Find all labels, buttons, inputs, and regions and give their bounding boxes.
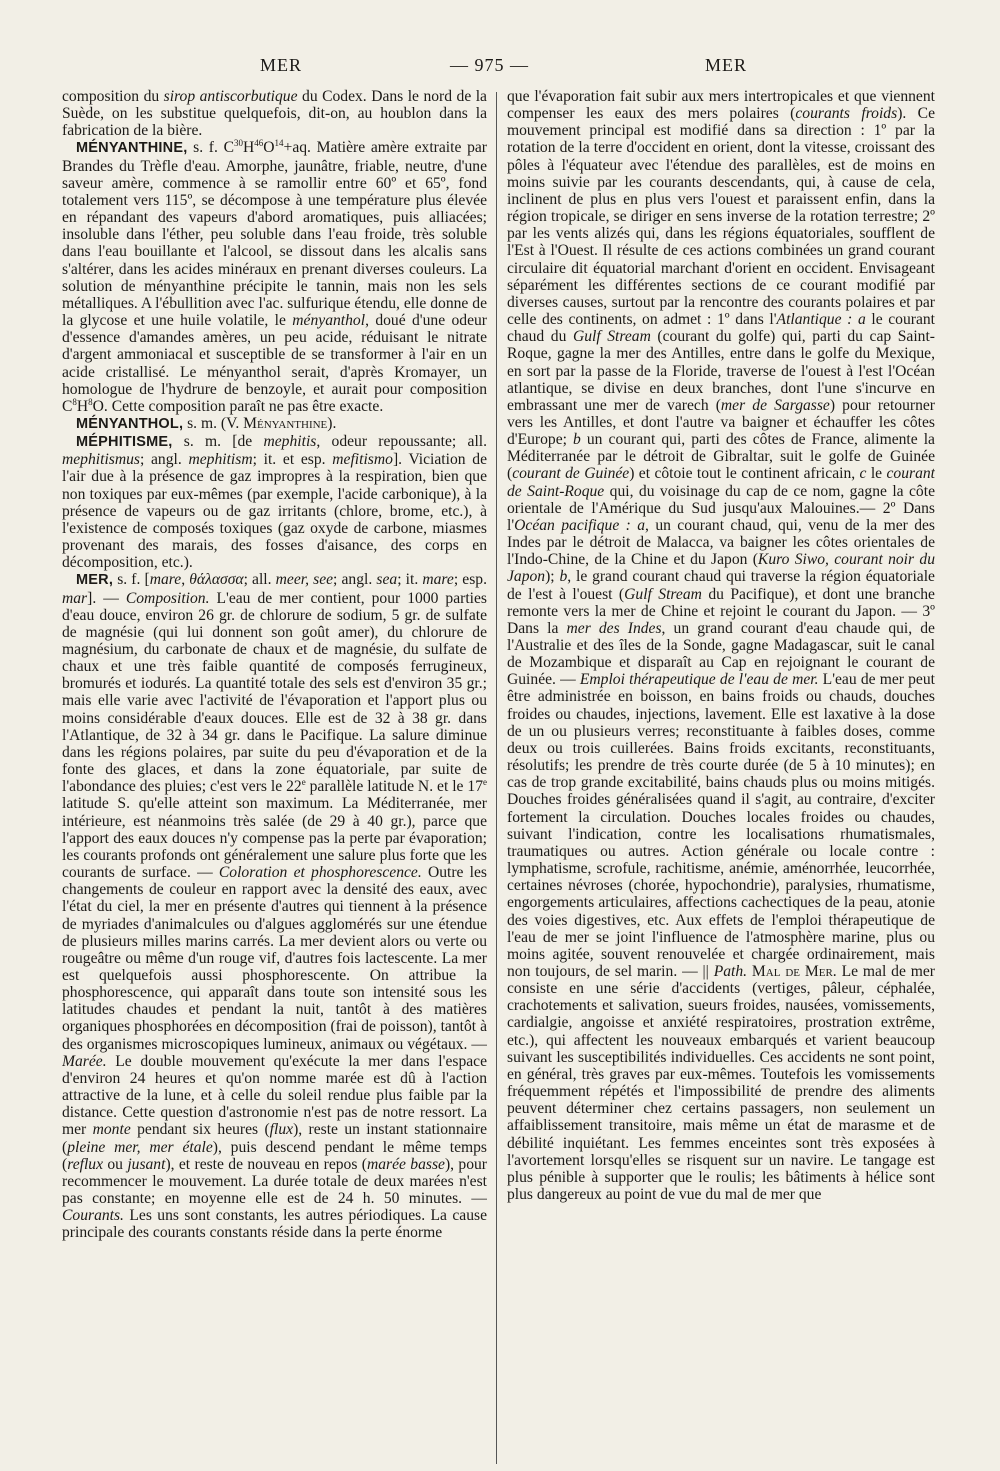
superscript: 30 (234, 138, 244, 149)
paragraph-continuation (507, 88, 935, 1203)
entry-headword: MER, (76, 572, 114, 589)
italic-text: Courants. (62, 1207, 124, 1225)
body-text: ; esp. (453, 571, 487, 589)
italic-text: mar (62, 589, 88, 607)
italic-text: reflux (67, 1155, 103, 1173)
paragraph-continuation (62, 88, 487, 139)
body-text: du Pacifique), et dont une branche remonte vers la mer de Chine et rejoint le courant du Japon. — 3º Dans la (507, 585, 935, 637)
italic-text: Composition. (125, 589, 210, 607)
body-text: . Le mal de mer consiste en une série d'accidents (vertiges, pâleur, céphalée, crachotements et salivation, sueurs froides, nausées, vomissements, cardialgie, angoisse et anxiété respiratoires, prostration extrême, etc.), qui affectent les nouveaux embarqués et varient beaucoup suivant les susceptibilités individuelles. Ces accidents ne sont point, en général, très graves par eux-mêmes. Toutefois les vomissements fréquemment répétés et l'impossibilité de prendre des aliments peuvent déterminer chez certains passagers, non seulement un affaiblissement transitoire, mais même un état de marasme et de débilité inquiétant. Les femmes enceintes sont très exposées à l'avortement lorsqu'elles se risquent sur un navire. Le tangage est plus pénible à supporter que le roulis; les bâtiments à hélice sont plus dangereux au point de vue du mal de mer que (507, 962, 935, 1203)
body-text: Le double mouvement qu'exécute la mer dans l'espace d'environ 24 heures et qu'on nomme marée est dû à l'action attractive de la lune, et à celle du soleil rendue plus faible par la distance. Cette question d'astronomie n'est pas de notre ressort. La mer (62, 1052, 487, 1139)
body-text: Outre les changements de couleur en rapport avec la densité des eaux, avec l'état du ciel, la mer en présente d'autres qui tiennent à la présence de myriades d'animalcules ou d'algues agglomérés sur une étendue de plusieurs milles marins carrés. La mer devient alors ou verte ou rougeâtre ou même d'un rouge vif, d'autres fois lactescente. La mer est quelquefois aussi phosphorescente. On attribue la phosphorescence, qui apparaît dans toute son intensité sous les latitudes chaudes et pendant la nuit, tantôt à des matières organiques phosphorées en décomposition (frai de poisson), tantôt à des organismes microscopiques lumineux, animaux ou végétaux. — (62, 864, 487, 1053)
body-text: L'eau de mer contient, pour 1000 parties d'eau douce, environ 26 gr. de chlorure de sodium, 5 gr. de sulfate de magnésie (qui lui donnent son goût amer), du chlorure de magnésium, du carbonate de chaux et de magnésie, du sulfate de chaux et une très faible quantité de composés ferrugineux, bromurés et iodurés. La quantité totale des sels est d'environ 35 gr.; mais elle varie avec l'activité de l'évaporation et l'apport plus ou moins considérable d'eaux douces. Elle est de 32 à 38 gr. dans l'Atlantique, de 32 à 34 gr. dans le Pacifique. La salure diminue dans les régions polaires, par suite du peu d'évaporation et de la fonte des glaces, et dans la zone équatoriale, par suite de l'abondance des pluies; c'est vers le 22 (62, 589, 487, 796)
entry-headword: MÉNYANTHINE, (76, 140, 188, 157)
superscript: e (301, 777, 306, 788)
italic-text: mare (149, 571, 182, 589)
body-text: H (243, 139, 255, 157)
body-text: s. f. [ (113, 571, 150, 589)
body-text: ), puis descend pendant le même temps ( (62, 1138, 487, 1173)
superscript: 14 (274, 138, 284, 149)
entry-headword: MÉNYANTHOL, (76, 415, 184, 432)
body-text: , (181, 571, 190, 589)
body-text: ]. — (87, 589, 126, 607)
dictionary-entry (62, 139, 487, 415)
body-text: ]. Viciation de l'air due à la présence de gaz impropres à la respiration, bien que non toxiques par eux-mêmes (par exemple, l'acide carbonique), à la présence de vapeurs ou de gaz irritants (chlore, brome, etc.), à l'existence de composés toxiques (gaz oxyde de carbone, miasmes provenant des marais, des fosses d'aisance, des corps en décomposition, etc.). (62, 451, 487, 572)
body-text: H (76, 397, 89, 415)
body-text: , un courant chaud, qui, venu de la mer des Indes par le détroit de Malacca, va baigner les côtes orientales de l'Indo-Chine, de la Chine et du Japon ( (507, 516, 935, 569)
italic-text: mefitismo (332, 451, 393, 469)
body-text: ), et reste de nouveau en repos ( (165, 1155, 367, 1173)
italic-text: courants froids (795, 105, 898, 123)
body-text: un courant qui, parti des côtes de France, alimente la Méditerranée par le détroit de Gibraltar, suit le golfe de Guinée ( (507, 431, 935, 483)
body-text: ; angl. (139, 451, 189, 469)
italic-text: Emploi thérapeutique de l'eau de mer. (579, 671, 819, 689)
body-text: latitude S. qu'elle atteint son maximum. La Méditerranée, mer intérieure, est néanmoins très salée (de 29 à 40 gr.), parce que l'apport des eaux douces n'y compense pas la perte par évaporation; les courants profonds ont généralement une salure plus forte que les courants de surface. — (62, 795, 487, 882)
dictionary-entry (62, 433, 487, 571)
small-caps-text: Ményanthine (243, 414, 328, 432)
body-text: +aq. Matière amère extraite par Brandes du Trèfle d'eau. Amorphe, jaunâtre, friable, neutre, d'une saveur amère, commence à se ramollir entre 60º et 65º, fond totalement vers 115º, se décompose à une température plus élevée en répandant des vapeurs d'abord aromatiques, puis alliacées; insoluble dans l'éther, peu soluble dans l'eau froide, très soluble dans l'eau bouillante et l'alcool, se dissout dans les alcalis sans s'altérer, dans les acides minéraux en prenant diverses couleurs. La solution de ményanthine précipite le tannin, mais non les sels métalliques. A l'ébullition avec l'ac. sulfurique étendu, elle donne de la glycose et une huile volatile, le (62, 139, 487, 330)
body-text: ; angl. (333, 571, 377, 589)
italic-text: courant de Saint-Roque (507, 465, 935, 500)
body-text: pendant six heures ( (130, 1121, 270, 1139)
body-text: s. m. [de (172, 433, 264, 451)
body-text: ). (327, 414, 337, 432)
body-text: composition du (62, 88, 164, 105)
superscript: 8 (88, 396, 93, 407)
body-text: L'eau de mer peut être administrée en boisson, en bains froids ou chauds, douches froides ou chaudes, injections, lavement. Elle est laxative à la dose de un ou plusieurs verres; reconstituante à faibles doses, comme deux ou trois cuillerées. Bains froids excitants, reconstituants, résolutifs; les prendre de très courte durée (de 5 à 10 minutes); en cas de trop grande excitabilité, bains chauds plus ou moins mitigés. Douches froides généralisées quand il s'agit, au contraire, d'exciter fortement la circulation. Douches locales froides ou chaudes, suivant l'indication, contre les localisations rhumatismales, traumatiques ou autres. Action générale ou locale contre : lymphatisme, scrofule, rachitisme, anémie, aménorrhée, leucorrhée, certaines névroses (chorée, hypochondrie), paralysies, rhumatisme, engorgements articulaires, affections cachectiques de la peau, atonie des voies digestives, etc. Aux effets de l'emploi thérapeutique de l'eau de mer se joint l'influence de l'atmosphère marine, plus ou moins agitée, souvent renouvelée et chargée ordinairement, mais non toujours, de sel marin. — || (507, 671, 935, 980)
column-divider (496, 92, 497, 1464)
body-text: , odeur repoussante; all. (316, 433, 487, 451)
italic-text: mephitism (188, 451, 253, 469)
superscript: e (483, 777, 487, 788)
body-text: ), reste un instant stationnaire ( (62, 1121, 487, 1156)
body-text: du Codex. Dans le nord de la Suède, on les substitue quelquefois, dit-on, au houblon dans la fabrication de la bière. (62, 88, 487, 140)
italic-text: meer, see (275, 571, 334, 589)
body-text: (courant du golfe) qui, parti du cap Saint-Roque, gagne la mer des Antilles, entre dans le golfe du Mexique, en sort par la passe de la Floride, traverse de l'ouest à l'est l'Océan atlantique, se divise en deux branches, dont l'une s'incurve en embrassant une mer de varech ( (507, 328, 935, 414)
italic-text: b (573, 431, 581, 449)
italic-text: jusant (127, 1155, 166, 1173)
body-text: Les uns sont constants, les autres périodiques. La cause principale des courants constants réside dans la perte énorme (62, 1207, 487, 1242)
italic-text: mephitismus (62, 451, 140, 469)
dictionary-entry (62, 415, 487, 433)
body-text: , un grand courant d'eau chaude qui, de l'Australie et des îles de la Sonde, gagne Madagascar, suit le canal de Mozambique et disparaît au Cap en rejoignant le courant de Guinée. — (507, 619, 935, 689)
italic-text: Coloration et phosphorescence. (218, 864, 422, 882)
superscript: 8 (72, 396, 77, 407)
italic-text: sea (376, 571, 398, 589)
right-text-column (507, 88, 935, 1468)
body-text: s. f. C (187, 139, 235, 157)
italic-text: Marée. (62, 1052, 107, 1070)
body-text: s. m. (V. (183, 414, 244, 432)
small-caps-text: Mal de Mer (751, 962, 833, 980)
body-text: ; all. (243, 571, 276, 589)
body-text: ) pour retourner vers les Antilles, et dont l'autre va baigner et échauffer les côtes d'Europe; (507, 396, 935, 449)
body-text: ); (545, 568, 560, 586)
left-text-column (62, 88, 487, 1468)
italic-text: Kuro Siwo, courant noir du Japon (507, 551, 935, 586)
italic-text: pleine mer, mer étale (67, 1138, 213, 1156)
body-text: , doué d'une odeur d'essence d'amandes amères, un peu acide, réduisant le nitrate d'argent ammoniacal et susceptible de se transformer à l'air en un acide cristallisé. Le ményanthol serait, d'après Kromayer, un homologue de l'hydrure de benzoyle, et aurait pour composition C (62, 312, 487, 415)
running-header (60, 55, 940, 81)
body-text: parallèle latitude N. et le 17 (305, 778, 484, 796)
entry-headword: MÉPHITISME, (76, 434, 173, 451)
italic-text: θάλασσα (189, 571, 244, 589)
italic-text: courant de Guinée (512, 465, 630, 483)
italic-text: Océan pacifique : a (514, 516, 646, 534)
italic-text: b (559, 568, 568, 586)
italic-text: Path. (713, 962, 748, 980)
italic-text: mephitis (263, 433, 317, 451)
header-left-word: MER (260, 55, 303, 75)
italic-text: monte (92, 1121, 131, 1139)
italic-text: Gulf Stream (624, 585, 702, 603)
body-text: ), pour recommencer le mouvement. La durée totale de deux marées n'est pas constante; en moyenne elle est de 24 h. 50 minutes. — (62, 1155, 487, 1207)
italic-text: mare (422, 571, 454, 589)
body-text: ; it. et esp. (252, 451, 333, 469)
body-text: que l'évaporation fait subir aux mers intertropicales et que viennent compenser les eaux des mers polaires ( (507, 88, 935, 123)
header-right-word: MER (705, 55, 748, 75)
body-text: O. Cette composition paraît ne pas être exacte. (92, 397, 384, 415)
italic-text: sirop antiscorbutique (163, 88, 298, 105)
italic-text: Atlantique : a (776, 311, 866, 329)
body-text: le courant chaud du (507, 311, 935, 346)
page-number: — 975 — (450, 55, 529, 75)
italic-text: Gulf Stream (572, 328, 651, 346)
body-text: , le grand courant chaud qui traverse la région équatoriale de l'est à l'ouest ( (507, 568, 935, 603)
body-text: ; it. (397, 571, 423, 589)
body-text: ou (103, 1155, 128, 1173)
body-text: le (866, 465, 887, 483)
italic-text: c (859, 465, 867, 483)
italic-text: mer de Sargasse (720, 396, 830, 414)
body-text: qui, du voisinage du cap de ce nom, gagne la côte orientale de l'Amérique du Sud jusqu'aux Malouines.— 2º Dans l' (507, 482, 935, 534)
italic-text: ményanthol (292, 312, 366, 330)
body-text: ) et côtoie tout le continent africain, (629, 465, 860, 483)
dictionary-entry (62, 571, 487, 1241)
italic-text: marée basse (366, 1155, 445, 1173)
superscript: 46 (254, 138, 264, 149)
body-text: ). Ce mouvement principal est modifié dans sa direction : 1º par la rotation de la terre d'occident en orient, dont la vitesse, croissant des pôles à l'équateur avec l'étendue des parallèles, est de moins en moins suivie par les courants descendants, qui, à cause de cela, inclinent de plus en plus vers l'ouest et paraissent enfin, dans la région tropicale, se diriger en sens inverse de la rotation terrestre; 2º par les vents alizés qui, dans les régions équatoriales, soufflent de l'Est à l'Ouest. Il résulte de ces actions combinées un grand courant circulaire dit équatorial marchant d'orient en occident. Envisageant séparément les différentes sections de ce courant modifié par diverses causes, surtout par la rencontre des courants polaires et par celle des continents, on admet : 1º dans l' (507, 105, 935, 329)
italic-text: flux (269, 1121, 294, 1139)
body-text: O (263, 139, 275, 157)
italic-text: mer des Indes (566, 619, 662, 637)
